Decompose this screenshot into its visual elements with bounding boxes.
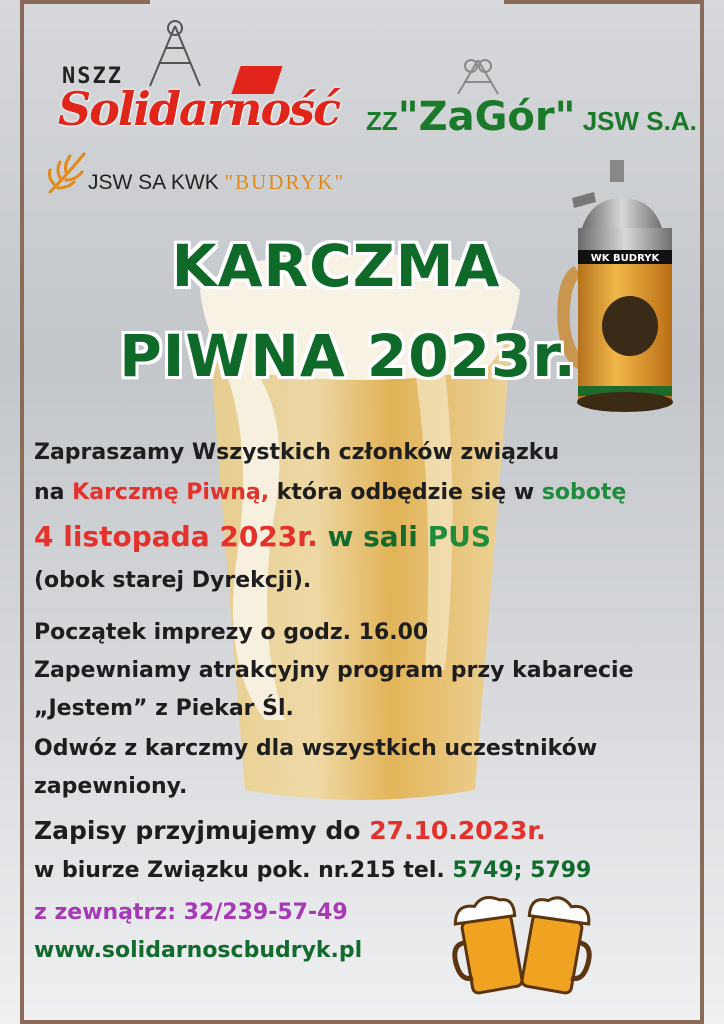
signup-deadline xyxy=(34,816,546,845)
budryk-text: "BUDRYK" xyxy=(224,170,346,194)
venue-prefix: w sali xyxy=(317,520,428,553)
signup-prefix: Zapisy przyjmujemy do xyxy=(34,816,370,845)
frame-right xyxy=(700,0,704,1024)
date-text: 4 listopada 2023r. xyxy=(34,520,318,553)
sa-kwk-text: SA KWK xyxy=(138,171,219,194)
body-line-2 xyxy=(34,480,626,505)
karczma-piwna-text: Karczmę Piwną, xyxy=(72,480,270,505)
body-line-2a: na xyxy=(34,480,73,505)
frame-top-right xyxy=(504,0,704,4)
jsw-text: JSW xyxy=(88,171,133,194)
office-info xyxy=(34,858,591,883)
jsw-sa-text: JSW S.A. xyxy=(582,106,697,136)
cabaret-text: „Jestem” z Piekar Śl. xyxy=(34,696,294,721)
sobota-text: sobotę xyxy=(541,480,627,505)
frame-bottom xyxy=(20,1020,704,1024)
solidarnosc-logo: Solidarność xyxy=(58,82,340,136)
wheat-icon xyxy=(44,148,88,196)
zagor-name: "ZaGór" xyxy=(397,94,576,140)
office-prefix: w biurze Związku pok. nr.215 tel. xyxy=(34,858,453,883)
website-link[interactable]: www.solidarnoscbudryk.pl xyxy=(34,938,363,963)
frame-top-left xyxy=(20,0,150,4)
title-line-1: KARCZMA xyxy=(171,232,501,300)
jsw-kwk-budryk-logo xyxy=(88,170,345,195)
nszz-logo-text: NSZZ xyxy=(62,64,123,89)
beer-mugs-icon xyxy=(452,888,592,998)
body-line-2c: która odbędzie się w xyxy=(269,480,542,505)
body-line-4: (obok starej Dyrekcji). xyxy=(34,568,312,593)
start-time-text: Początek imprezy o godz. 16.00 xyxy=(34,620,429,645)
transport-text: Odwóz z karczmy dla wszystkich uczestników xyxy=(34,736,598,761)
title-line-2: PIWNA 2023r. xyxy=(119,322,577,390)
body-line-3 xyxy=(34,520,491,553)
deadline-date: 27.10.2023r. xyxy=(369,816,546,845)
frame-left xyxy=(20,0,24,1024)
zz-prefix: ZZ xyxy=(366,106,398,136)
phone-external: z zewnątrz: 32/239-57-49 xyxy=(34,900,348,925)
mug-label: WK BUDRYK xyxy=(590,253,660,264)
zagor-mine-icon xyxy=(454,56,502,96)
zagor-logo xyxy=(366,94,697,140)
program-text: Zapewniamy atrakcyjny program przy kabarecie xyxy=(34,658,634,683)
phone-internal: 5749; 5799 xyxy=(452,858,592,883)
body-line-1: Zapraszamy Wszystkich członków związku xyxy=(34,440,560,465)
venue-pus: PUS xyxy=(427,520,492,553)
mine-tower-icon xyxy=(140,18,210,88)
transport-text-2: zapewniony. xyxy=(34,774,188,799)
